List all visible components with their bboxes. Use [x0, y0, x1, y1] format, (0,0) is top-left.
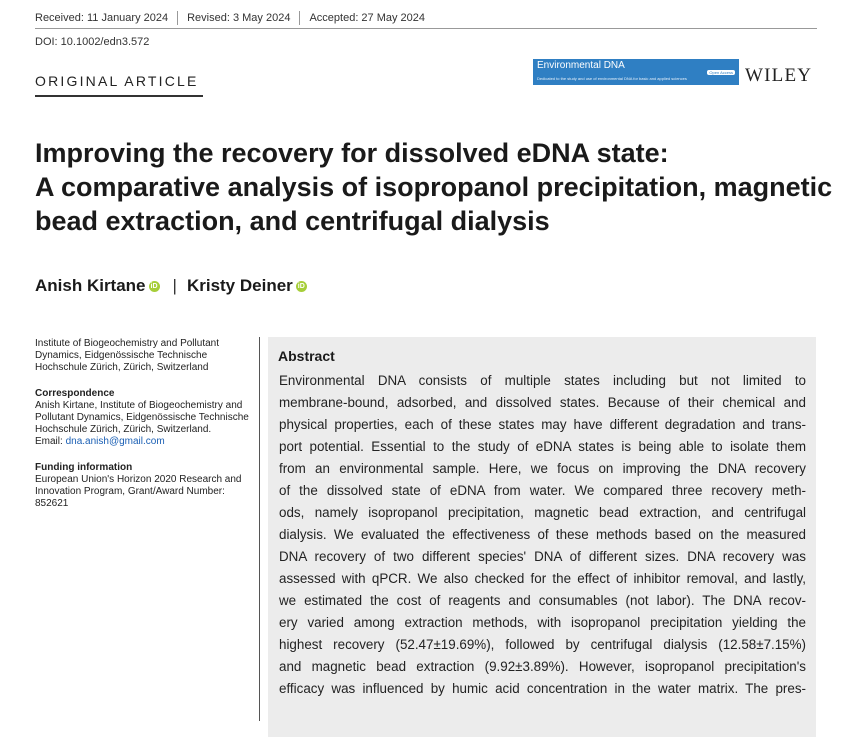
sidebar-divider [259, 337, 260, 721]
accepted-date: Accepted: 27 May 2024 [309, 12, 426, 24]
abstract-line: of the dissolved state of eDNA from water. We compared three recovery meth- [279, 483, 806, 498]
abstract-line: from an environmental sample. Here, we focus on improving the DNA recovery [279, 461, 806, 476]
abstract-box [268, 337, 816, 737]
abstract-line: dialysis. We evaluated the effectiveness of these methods based on the measured [279, 527, 806, 542]
doi[interactable]: DOI: 10.1002/edn3.572 [35, 36, 150, 48]
title-line: Improving the recovery for dissolved eDNA state: [35, 138, 669, 168]
abstract-line: efficacy was influenced by humic acid concentration in the water matrix. The pres- [279, 681, 806, 696]
abstract-line: port potential. Essential to the study of eDNA states is being able to isolate them [279, 439, 806, 454]
orcid-icon[interactable]: iD [297, 282, 305, 290]
funding-text: European Union's Horizon 2020 Research and Innovation Program, Grant/Award Number: 852621 [35, 474, 242, 509]
date-separator [177, 11, 178, 25]
correspondence-heading: Correspondence [35, 388, 115, 399]
journal-name: Environmental DNA [537, 60, 625, 71]
abstract-heading: Abstract [278, 348, 335, 364]
author-name[interactable]: Anish Kirtane [35, 276, 146, 295]
author-name[interactable]: Kristy Deiner [186, 276, 293, 295]
publisher-logo[interactable]: WILEY [745, 65, 813, 86]
header-divider [35, 28, 817, 29]
affiliation: Institute of Biogeochemistry and Pollutant Dynamics, Eidgenössische Technische Hochschule Zürich, Zürich, Switzerland [35, 338, 219, 373]
correspondence-text: Anish Kirtane, Institute of Biogeochemistry and Pollutant Dynamics, Eidgenössische Technische Hochschule Zürich, Zürich, Switzerland. [35, 400, 249, 435]
abstract-line: DNA recovery of two different species' DNA of different sizes. DNA recovery was [279, 549, 806, 564]
author-list [35, 276, 310, 296]
author-separator: | [172, 276, 177, 295]
abstract-line: and magnetic bead extraction (9.92±3.89%). However, isopropanol precipitation's [279, 659, 806, 674]
open-access-badge: Open Access [709, 70, 733, 75]
abstract-line: assessed with qPCR. We also checked for the effect of inhibitor removal, and lastly, [279, 571, 806, 586]
abstract-line: membrane-bound, adsorbed, and dissolved states. Because of their chemical and [279, 395, 806, 410]
publication-dates [35, 11, 425, 25]
journal-banner[interactable] [533, 59, 739, 85]
article-type-underline [35, 95, 203, 97]
article-type: ORIGINAL ARTICLE [35, 73, 199, 89]
received-date: Received: 11 January 2024 [35, 12, 169, 24]
funding-block [35, 462, 250, 510]
abstract-line: ods, namely isopropanol precipitation, magnetic bead extraction, and centrifugal [279, 505, 806, 520]
abstract-line: Environmental DNA consists of multiple states including but not limited to [279, 373, 806, 388]
date-separator [299, 11, 300, 25]
abstract-line: physical properties, each of these states may have different degradation and trans- [279, 417, 806, 432]
abstract-line: highest recovery (52.47±19.69%), followed by centrifugal dialysis (12.58±7.15%) [279, 637, 806, 652]
correspondence-block [35, 388, 250, 448]
revised-date: Revised: 3 May 2024 [187, 12, 291, 24]
journal-subtitle: Dedicated to the study and use of environmental DNA for basic and applied sciences [537, 76, 687, 81]
email-label: Email: [35, 436, 63, 447]
orcid-icon[interactable]: iD [150, 282, 158, 290]
title-line: bead extraction, and centrifugal dialysis [35, 206, 550, 236]
article-title [35, 136, 833, 238]
email-link[interactable]: dna.anish@gmail.com [65, 436, 165, 447]
title-line: A comparative analysis of isopropanol precipitation, magnetic [35, 172, 833, 202]
abstract-text [279, 370, 806, 700]
abstract-line: we estimated the cost of reagents and consumables (not labor). The DNA recov- [279, 593, 806, 608]
funding-heading: Funding information [35, 462, 133, 473]
email-line [35, 436, 250, 448]
abstract-line: ery varied among extraction methods, with isopropanol precipitation yielding the [279, 615, 806, 630]
article-sidebar [35, 338, 250, 524]
